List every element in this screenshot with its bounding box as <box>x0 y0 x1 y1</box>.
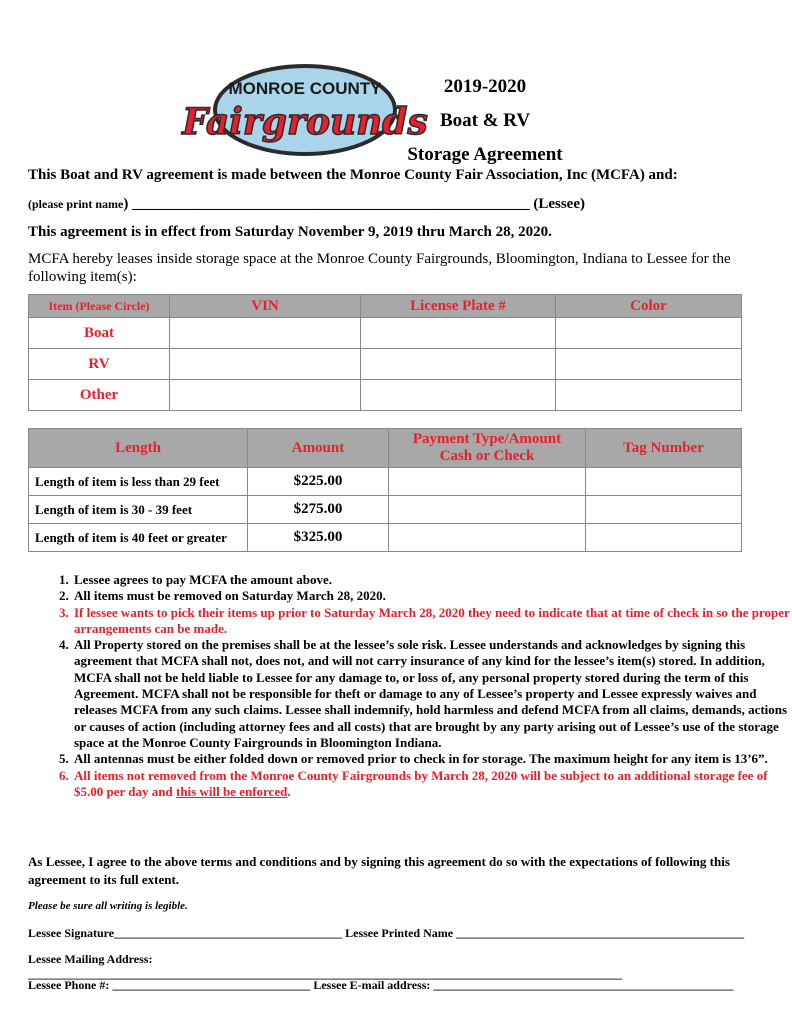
legible-note: Please be sure all writing is legible. <box>28 900 188 912</box>
table-row <box>29 318 742 349</box>
title-year: 2019-2020 <box>443 76 527 97</box>
term-6-text: All items not removed from the Monroe County Fairgrounds by March 28, 2020 will be subject to an additional storage fee of $5.00 per day and <box>74 767 768 799</box>
table-row <box>29 496 742 524</box>
plate-cell[interactable] <box>361 318 556 349</box>
items-header-plate: License Plate # <box>361 295 556 318</box>
amount-value: $225.00 <box>248 468 389 496</box>
fees-header-amount: Amount <box>248 429 389 468</box>
payment-cell[interactable] <box>389 524 586 552</box>
item-option-other[interactable]: Other <box>29 380 170 411</box>
logo-script-text: Fairgrounds <box>182 101 428 143</box>
vin-cell[interactable] <box>170 318 361 349</box>
amount-value: $275.00 <box>248 496 389 524</box>
plate-cell[interactable] <box>361 349 556 380</box>
amount-value: $325.00 <box>248 524 389 552</box>
phone-email-line[interactable]: Lessee Phone #: _________________________________ Lessee E-mail address: __________________________________________________ <box>28 978 734 992</box>
lease-statement: MCFA hereby leases inside storage space at the Monroe County Fairgrounds, Bloomington, Indiana to Lessee for the following item(s): <box>28 251 731 285</box>
tag-cell[interactable] <box>586 468 742 496</box>
item-option-boat[interactable]: Boat <box>29 318 170 349</box>
items-header-vin: VIN <box>170 295 361 318</box>
term-item: 2. All items must be removed on Saturday March 28, 2020. <box>72 588 792 604</box>
title-subject: Boat & RV <box>439 110 531 131</box>
mailing-address-line[interactable]: Lessee Mailing Address: ___________________________________________________________________________________________________ <box>28 952 622 981</box>
tag-cell[interactable] <box>586 496 742 524</box>
terms-list <box>28 572 792 800</box>
term-item: 4. All Property stored on the premises shall be at the lessee’s sole risk. Lessee understands and acknowledges by signing this agreement that MCFA shall not, does not, and will not carry insurance of any kind for the lessee’s item(s) stored. In addition, MCFA shall not be held liable to Lessee for any damage to, or loss of, any personal property stored during the term of this Agreement. MCFA shall not be responsible for theft or damage to any of Lessee’s property and Lessee expressly waives and releases MCFA from any such claims. Lessee shall indemnify, hold harmless and defend MCFA from all claims, demands, actions or causes of action (including attorney fees and all costs) that are brought by any party arising out of Lessee’s use of the storage space at the Monroe County Fairgrounds in Bloomington Indiana. <box>72 637 792 751</box>
term-6-enforced: this will be enforced <box>175 783 288 799</box>
items-table <box>28 294 742 411</box>
cash-or-check-label: Cash or Check <box>439 448 535 464</box>
length-label: Length of item is less than 29 feet <box>29 468 248 496</box>
table-row <box>29 380 742 411</box>
fees-header-length: Length <box>29 429 248 468</box>
signature-line[interactable]: Lessee Signature______________________________________ Lessee Printed Name ________________________________________________ <box>28 926 745 940</box>
table-row <box>29 524 742 552</box>
fairgrounds-logo <box>182 62 428 162</box>
term-6-end: . <box>287 783 291 799</box>
tag-cell[interactable] <box>586 524 742 552</box>
fees-header-payment <box>389 429 586 468</box>
effective-dates: This agreement is in effect from Saturday November 9, 2019 thru March 28, 2020. <box>28 224 552 240</box>
plate-cell[interactable] <box>361 380 556 411</box>
fees-header-tag: Tag Number <box>586 429 742 468</box>
color-cell[interactable] <box>556 318 742 349</box>
print-name-label: (please print name <box>28 197 124 211</box>
length-label: Length of item is 30 - 39 feet <box>29 496 248 524</box>
print-name-blank[interactable]: _____________________________________________________ <box>128 196 530 212</box>
document-title <box>400 70 570 172</box>
lessee-label: (Lessee) <box>529 196 585 212</box>
color-cell[interactable] <box>556 380 742 411</box>
payment-type-label: Payment Type/Amount <box>412 431 562 447</box>
table-row <box>29 349 742 380</box>
title-main: Storage Agreement <box>407 144 563 165</box>
fees-table <box>28 428 742 552</box>
print-name-line[interactable] <box>28 196 585 213</box>
print-name-paren: ) <box>123 196 129 212</box>
agreement-statement: As Lessee, I agree to the above terms and conditions and by signing this agreement do so with the expectations of following this agreement to its full extent. <box>28 854 730 887</box>
color-cell[interactable] <box>556 349 742 380</box>
term-item <box>72 768 792 801</box>
term-item: 5. All antennas must be either folded down or removed prior to check in for storage. The maximum height for any item is 13’6”. <box>72 751 792 767</box>
length-label: Length of item is 40 feet or greater <box>29 524 248 552</box>
payment-cell[interactable] <box>389 468 586 496</box>
table-row <box>29 468 742 496</box>
intro-text: This Boat and RV agreement is made between the Monroe County Fair Association, Inc (MCFA) and: <box>28 167 678 183</box>
term-item: 3. If lessee wants to pick their items up prior to Saturday March 28, 2020 they need to indicate that at time of check in so the proper arrangements can be made. <box>72 605 792 638</box>
item-option-rv[interactable]: RV <box>29 349 170 380</box>
items-header-item: Item (Please Circle) <box>29 295 170 318</box>
vin-cell[interactable] <box>170 380 361 411</box>
logo-top-text: MONROE COUNTY <box>228 79 382 98</box>
vin-cell[interactable] <box>170 349 361 380</box>
payment-cell[interactable] <box>389 496 586 524</box>
term-item: 1. Lessee agrees to pay MCFA the amount above. <box>72 572 792 588</box>
items-header-color: Color <box>556 295 742 318</box>
